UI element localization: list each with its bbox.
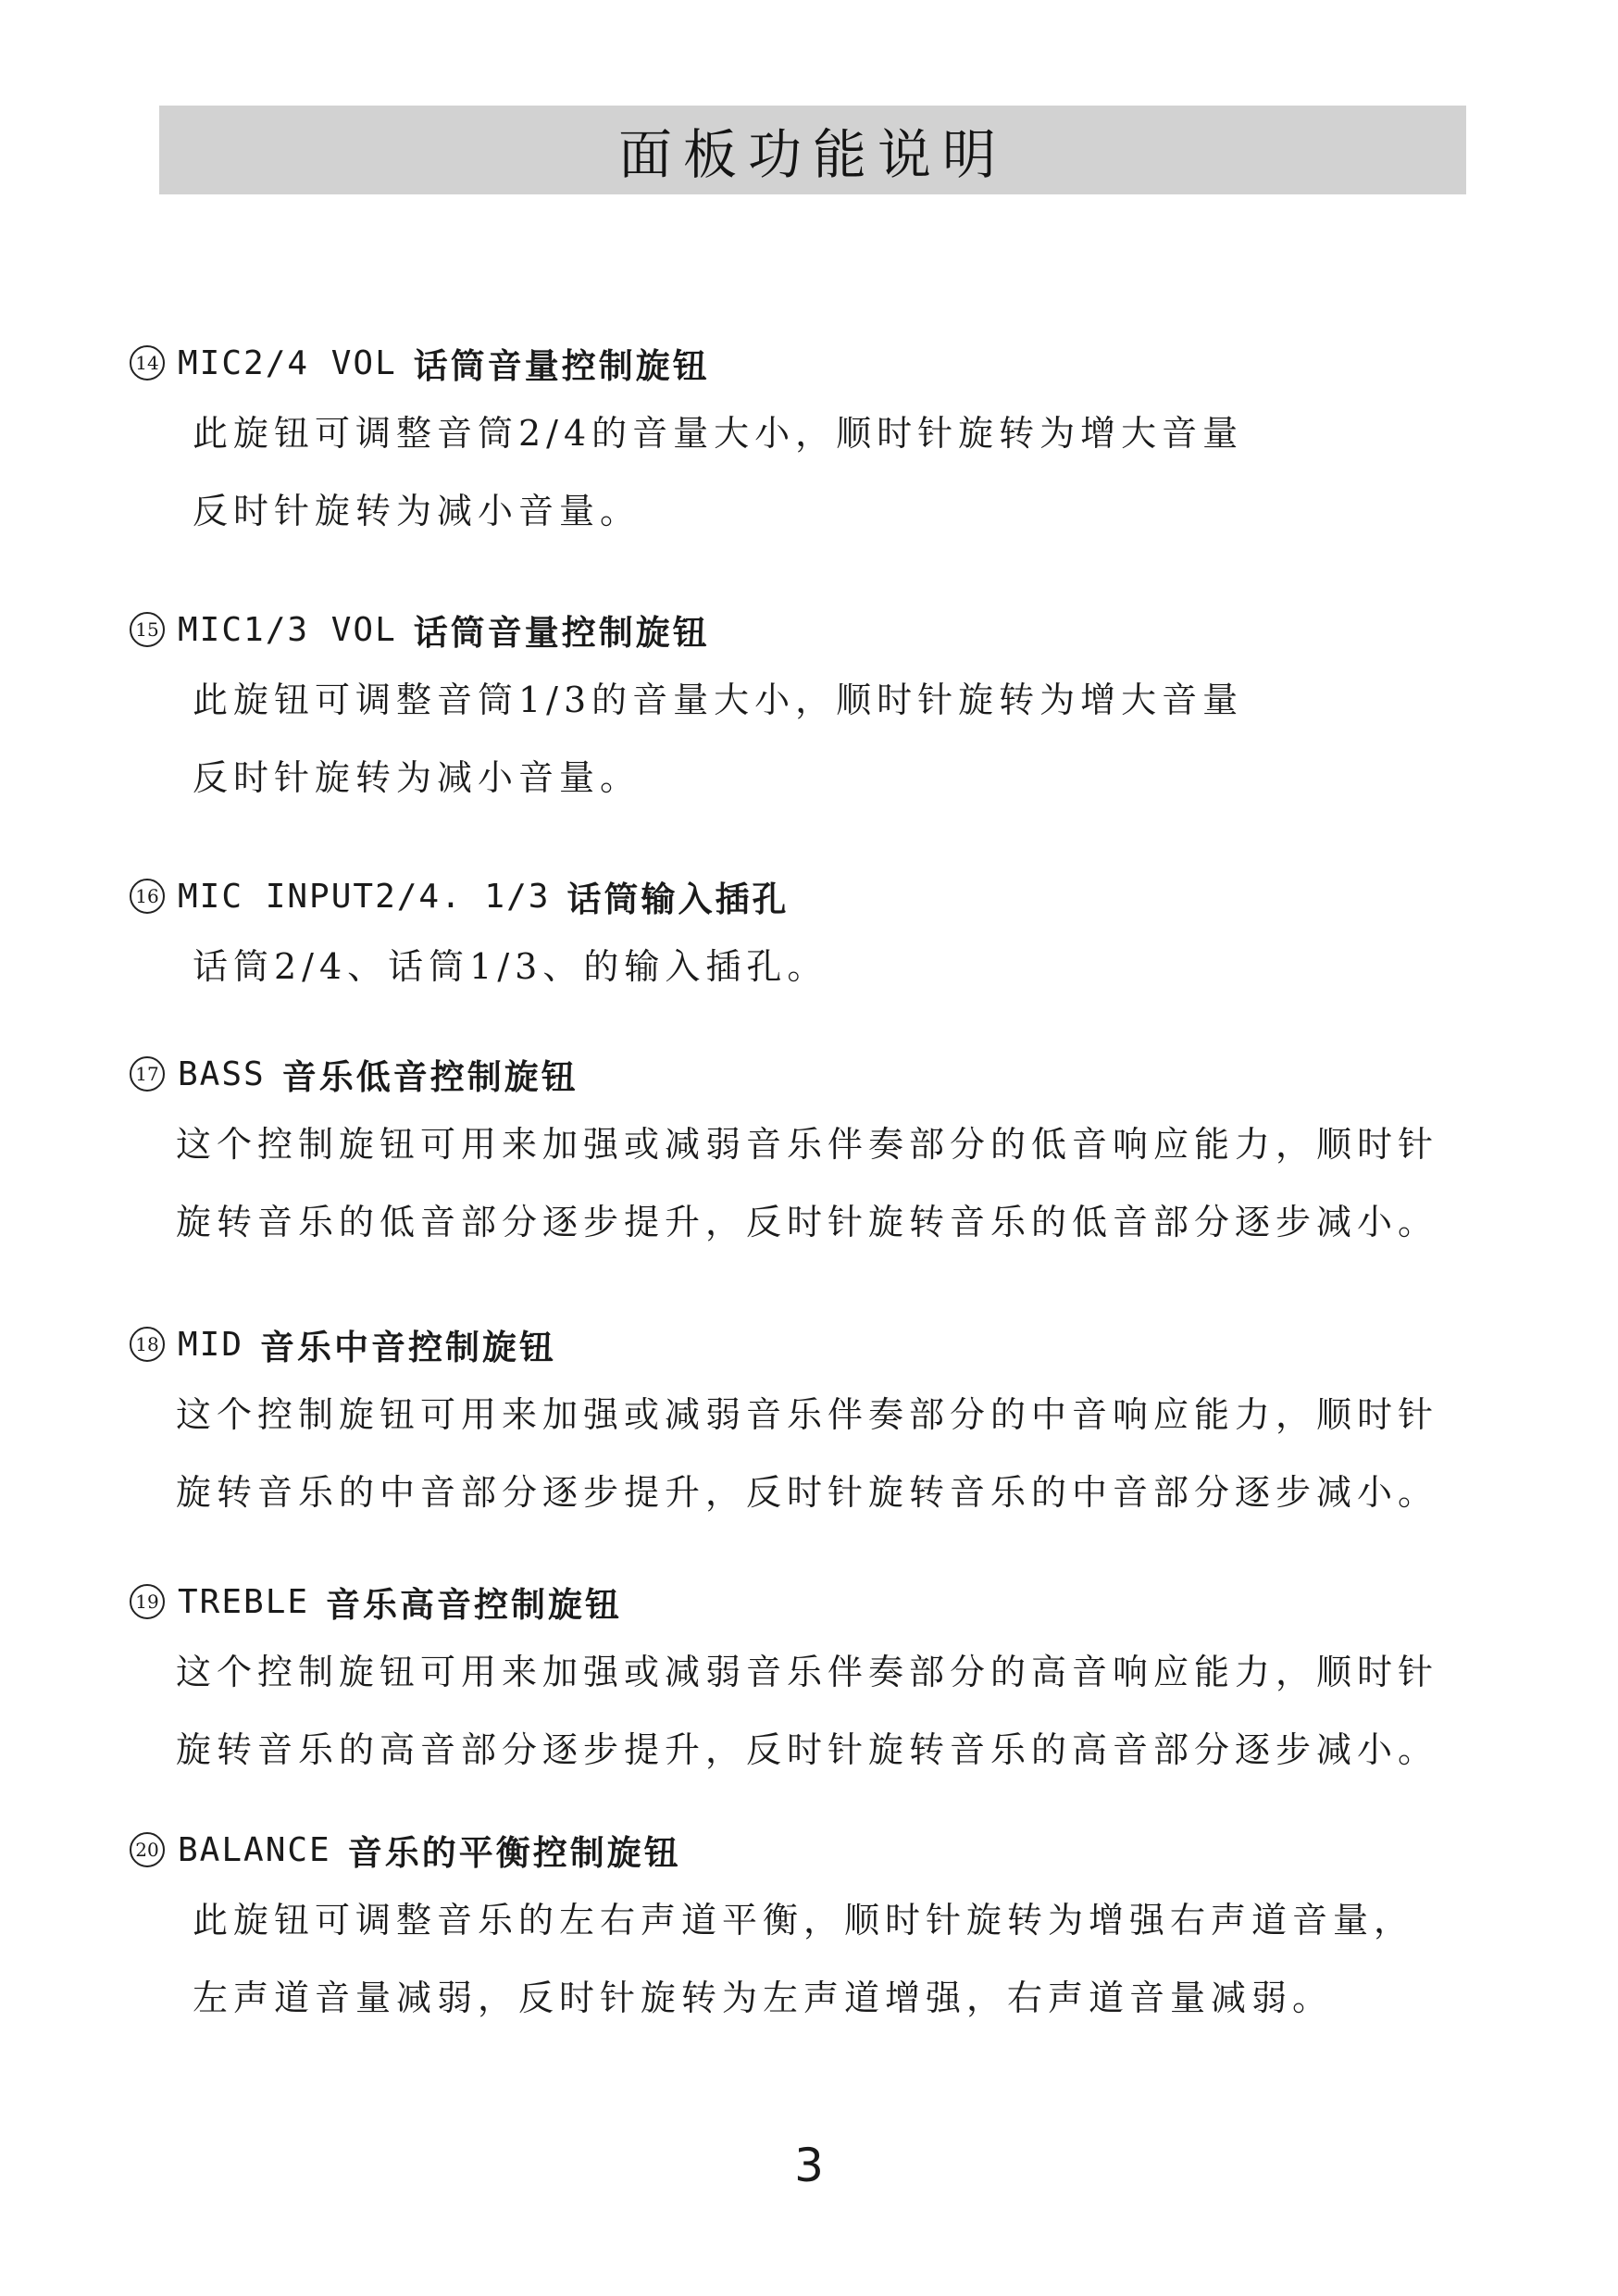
control-code: MIC INPUT2/4. 1/3 [178, 877, 551, 916]
description-line: 左声道音量减弱，反时针旋转为左声道增强，右声道音量减弱。 [193, 1977, 1334, 2018]
circled-number: 19 [130, 1584, 165, 1619]
description-line: 旋转音乐的低音部分逐步提升，反时针旋转音乐的低音部分逐步减小。 [176, 1201, 1439, 1242]
control-title: 话筒输入插孔 [566, 880, 790, 919]
circled-number: 15 [130, 612, 165, 647]
control-title: 话筒音量控制旋钮 [413, 346, 710, 386]
section-heading [130, 602, 1243, 657]
description-line: 旋转音乐的高音部分逐步提升，反时针旋转音乐的高音部分逐步减小。 [176, 1728, 1439, 1770]
circled-number: 16 [130, 879, 165, 914]
description-line: 这个控制旋钮可用来加强或减弱音乐伴奏部分的低音响应能力，顺时针 [176, 1123, 1439, 1165]
control-title: 音乐中音控制旋钮 [260, 1328, 557, 1367]
circled-number: 17 [130, 1056, 165, 1092]
description-line: 这个控制旋钮可用来加强或减弱音乐伴奏部分的高音响应能力，顺时针 [176, 1651, 1439, 1692]
section-mic24-vol [130, 335, 1243, 546]
section-treble [130, 1574, 1438, 1785]
description-line: 此旋钮可调整音乐的左右声道平衡，顺时针旋转为增强右声道音量， [193, 1899, 1415, 1940]
section-mid [130, 1316, 1438, 1528]
circled-number: 14 [130, 345, 165, 381]
page-number: 3 [794, 2139, 824, 2192]
section-heading [130, 868, 828, 924]
control-title: 音乐高音控制旋钮 [326, 1585, 623, 1625]
control-code: TREBLE [178, 1582, 310, 1621]
section-bass [130, 1046, 1438, 1257]
circled-number: 20 [130, 1832, 165, 1867]
control-code: BASS [178, 1054, 266, 1093]
control-title: 音乐低音控制旋钮 [281, 1057, 579, 1097]
control-code: BALANCE [178, 1830, 331, 1869]
title-banner [159, 106, 1466, 194]
description-line: 话筒2/4、话筒1/3、的输入插孔。 [193, 945, 828, 987]
description-line: 这个控制旋钮可用来加强或减弱音乐伴奏部分的中音响应能力，顺时针 [176, 1393, 1439, 1435]
section-mic-input [130, 868, 828, 1002]
section-heading [130, 1574, 1438, 1629]
control-code: MIC1/3 VOL [178, 610, 397, 649]
section-balance [130, 1822, 1414, 2033]
control-code: MIC2/4 VOL [178, 343, 397, 382]
page-title: 面板功能说明 [617, 123, 1007, 186]
description-line: 此旋钮可调整音筒1/3的音量大小，顺时针旋转为增大音量 [193, 679, 1244, 720]
description-line: 反时针旋转为减小音量。 [193, 490, 641, 531]
section-heading [130, 1046, 1438, 1102]
section-heading [130, 1822, 1414, 1878]
description-line: 反时针旋转为减小音量。 [193, 756, 641, 798]
control-title: 话筒音量控制旋钮 [413, 613, 710, 653]
section-mic13-vol [130, 602, 1243, 813]
section-heading [130, 335, 1243, 391]
control-title: 音乐的平衡控制旋钮 [347, 1833, 681, 1873]
description-line: 此旋钮可调整音筒2/4的音量大小，顺时针旋转为增大音量 [193, 412, 1244, 454]
control-code: MID [178, 1325, 244, 1364]
section-heading [130, 1316, 1438, 1372]
circled-number: 18 [130, 1327, 165, 1362]
description-line: 旋转音乐的中音部分逐步提升，反时针旋转音乐的中音部分逐步减小。 [176, 1471, 1439, 1513]
